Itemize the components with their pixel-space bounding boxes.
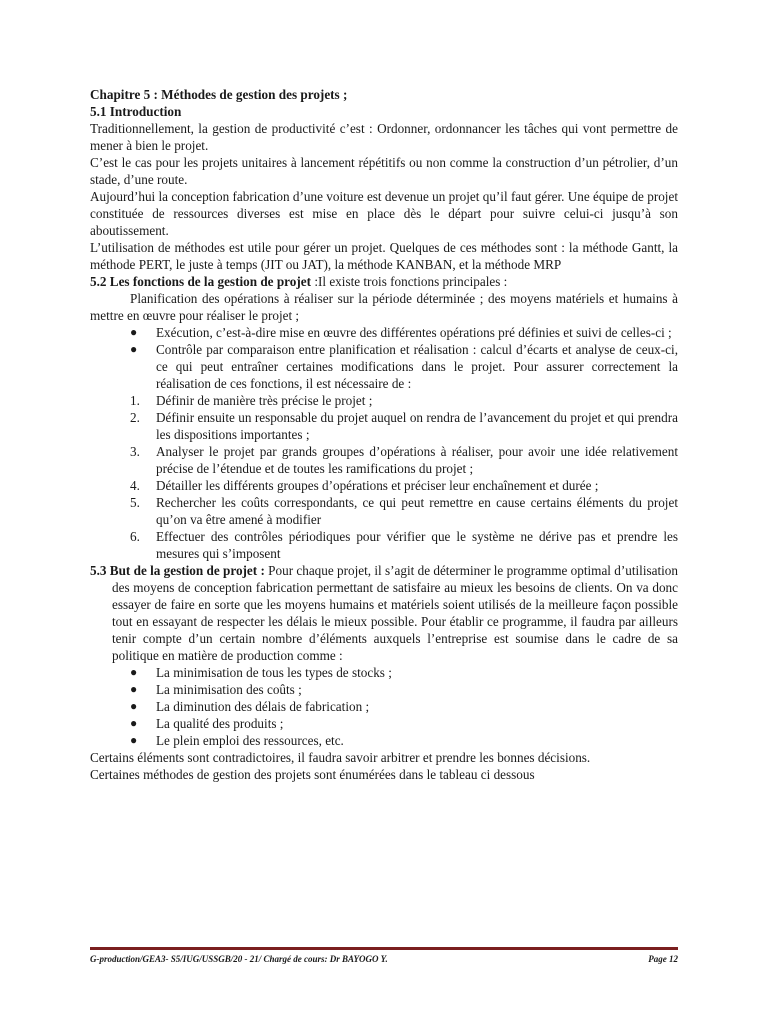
paragraph: C’est le cas pour les projets unitaires à lancement répétitifs ou non comme la construction d’un pétrolier, d’un stade, d’une route. [90,155,678,187]
list-item-text: Analyser le projet par grands groupes d’opérations à réaliser, pour avoir une idée relativement précise de l’étendue et de toutes les ramifications du projet ; [156,444,678,476]
section-53-text: Pour chaque projet, il s’agit de déterminer le programme optimal d’utilisation des moyens de conception fabrication permettant de satisfaire au mieux les besoins de clients. On va donc essayer de faire en sorte que les moyens humains et matériels soient utilisés de la meilleure façon possible tout en essayant de respecter les délais le mieux possible. Pour établir ce programme, il faudra par ailleurs tenir compte d’un certain nombre d’éléments auxquels l’entreprise est soumise dans le cadre de sa politique en matière de production comme : [112,563,678,663]
list-item [90,477,678,494]
bullet-icon: ● [130,682,138,696]
footer-course-info: G-production/GEA3- S5/IUG/USSGB/20 - 21/ Chargé de cours: Dr BAYOGO Y. [90,954,388,964]
list-item-text: Exécution, c’est-à-dire mise en œuvre des différentes opérations pré définies et suivi de celles-ci ; [156,325,672,340]
section-52-heading: 5.2 Les fonctions de la gestion de projet [90,274,312,289]
list-item-text: Effectuer des contrôles périodiques pour vérifier que le système ne dérive pas et prendre les mesures qui s’imposent [156,529,678,561]
bullet-icon: ● [130,716,138,730]
section-51-heading: 5.1 Introduction [90,104,182,119]
page-number: Page 12 [648,954,678,964]
list-number: 2. [130,410,140,425]
bullet-icon: ● [130,699,138,713]
list-item [90,732,678,749]
list-item-text: Rechercher les coûts correspondants, ce qui peut remettre en cause certains éléments du projet qu’on va être amené à modifier [156,495,678,527]
list-item [90,715,678,732]
list-item [90,324,678,341]
section-53-paragraph [90,562,678,664]
list-item-text: Détailler les différents groupes d’opérations et préciser leur enchaînement et durée ; [156,478,599,493]
goals-list [90,664,678,749]
planning-paragraph: Planification des opérations à réaliser sur la période déterminée ; des moyens matériels et humains à mettre en œuvre pour réaliser le projet ; [90,291,678,323]
document-body [90,86,678,783]
list-item [90,528,678,562]
list-number: 3. [130,444,140,459]
list-item-text: La qualité des produits ; [156,716,284,731]
bullet-icon: ● [130,325,138,339]
list-item [90,681,678,698]
closing-paragraph: Certains éléments sont contradictoires, il faudra savoir arbitrer et prendre les bonnes décisions. [90,750,591,765]
functions-list [90,324,678,392]
list-item [90,494,678,528]
paragraph: L’utilisation de méthodes est utile pour gérer un projet. Quelques de ces méthodes sont : la méthode Gantt, la méthode PERT, le juste à temps (JIT ou JAT), la méthode KANBAN, et la méthode MRP [90,240,678,272]
chapter-title: Chapitre 5 : Méthodes de gestion des projets ; [90,87,348,102]
paragraph: Traditionnellement, la gestion de productivité c’est : Ordonner, ordonnancer les tâches qui vont permettre de mener à bien le projet. [90,121,678,153]
section-52-line [90,273,678,290]
list-item-text: Définir de manière très précise le projet ; [156,393,373,408]
paragraph: Aujourd’hui la conception fabrication d’une voiture est devenue un projet qu’il faut gérer. Une équipe de projet constituée de ressources diverses est mise en place dès le départ pour suivre celui-ci jusqu’à son aboutissement. [90,189,678,238]
closing-paragraph: Certaines méthodes de gestion des projets sont énumérées dans le tableau ci dessous [90,767,535,782]
list-item-text: La minimisation de tous les types de stocks ; [156,665,392,680]
bullet-icon: ● [130,665,138,679]
list-item [90,664,678,681]
bullet-icon: ● [130,733,138,747]
list-item-text: Contrôle par comparaison entre planification et réalisation : calcul d’écarts et analyse de ceux-ci, ce qui peut entraîner certaines modifications dans le projet. Pour assurer correctement la réalisation de ces fonctions, il est nécessaire de : [156,342,678,391]
list-item [90,341,678,392]
list-number: 4. [130,478,140,493]
section-52-intro: :Il existe trois fonctions principales : [311,274,508,289]
list-item-text: Le plein emploi des ressources, etc. [156,733,344,748]
list-item [90,392,678,409]
section-53-heading: 5.3 But de la gestion de projet : [90,563,265,578]
list-item [90,409,678,443]
list-item [90,698,678,715]
list-number: 1. [130,393,140,408]
list-number: 6. [130,529,140,544]
list-number: 5. [130,495,140,510]
list-item-text: Définir ensuite un responsable du projet auquel on rendra de l’avancement du projet et qui prendra les dispositions importantes ; [156,410,678,442]
page-footer [90,954,678,964]
list-item-text: La diminution des délais de fabrication ; [156,699,370,714]
list-item [90,443,678,477]
steps-list [90,392,678,562]
footer-rule [90,947,678,950]
bullet-icon: ● [130,342,138,356]
list-item-text: La minimisation des coûts ; [156,682,302,697]
